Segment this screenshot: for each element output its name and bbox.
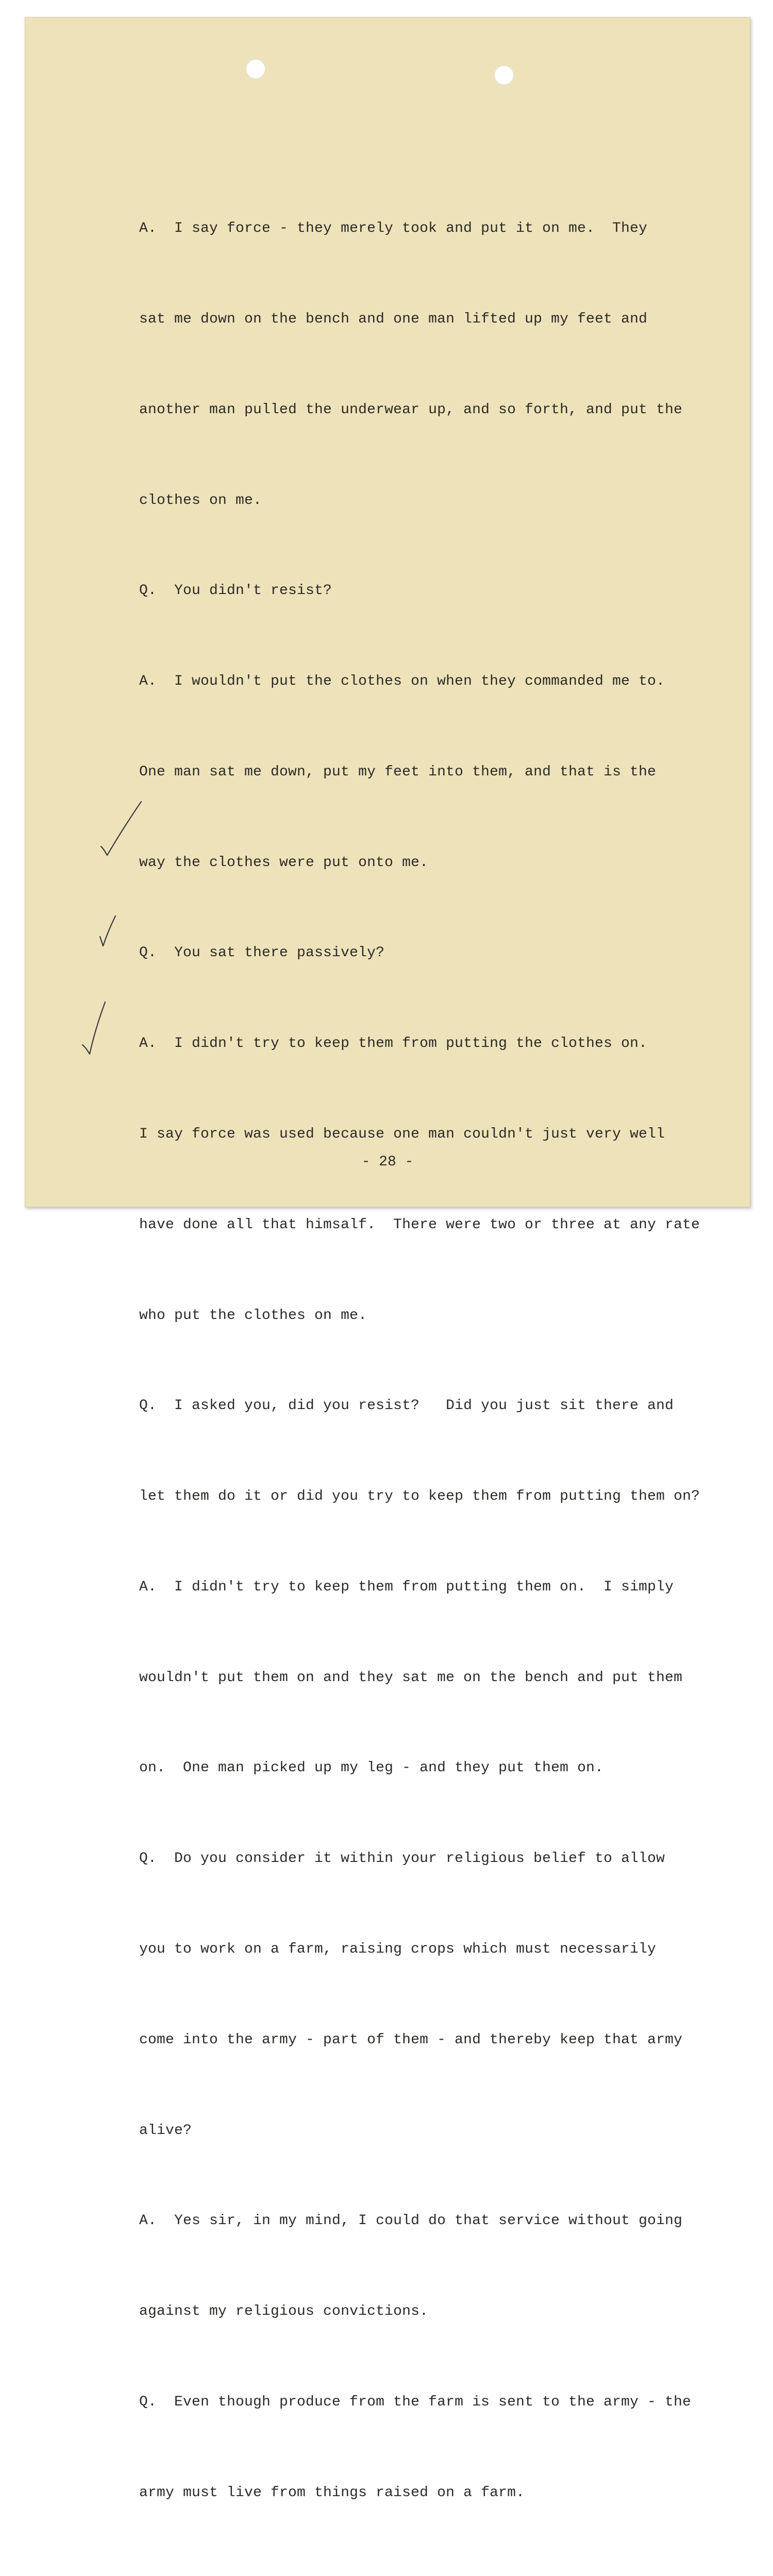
text-line: another man pulled the underwear up, and so forth, and put the: [139, 395, 747, 426]
text-line: A. I say force - they merely took and put it on me. They: [139, 214, 747, 244]
checkmark-icon: [99, 798, 145, 870]
text-line: [139, 2569, 747, 2576]
text-line: A. I didn't try to keep them from putting the clothes on.: [139, 1029, 747, 1059]
checkmark-icon: [80, 996, 127, 1068]
document-page: [25, 17, 750, 1207]
text-line: who put the clothes on me.: [139, 1301, 747, 1331]
text-line: have done all that himsalf. There were two or three at any rate: [139, 1210, 747, 1241]
text-line: I say force was used because one man couldn't just very well: [139, 1120, 747, 1150]
page-number: - 28 -: [25, 1154, 750, 1170]
text-line: sat me down on the bench and one man lifted up my feet and: [139, 304, 747, 335]
text-line: wouldn't put them on and they sat me on the bench and put them: [139, 1663, 747, 1693]
text-line: way the clothes were put onto me.: [139, 848, 747, 878]
checkmark-icon: [96, 906, 142, 978]
text-line: Q. Do you consider it within your religious belief to allow: [139, 1844, 747, 1874]
text-line: A. I wouldn't put the clothes on when they commanded me to.: [139, 667, 747, 697]
text-line: Q. You didn't resist?: [139, 576, 747, 606]
text-line: One man sat me down, put my feet into them, and that is the: [139, 757, 747, 788]
text-line: on. One man picked up my leg - and they put them on.: [139, 1753, 747, 1784]
text-line: alive?: [139, 2116, 747, 2146]
text-line: clothes on me.: [139, 486, 747, 516]
text-line: Q. You sat there passively?: [139, 938, 747, 969]
text-line: against my religious convictions.: [139, 2297, 747, 2327]
text-line: army must live from things raised on a farm.: [139, 2478, 747, 2509]
text-line: you to work on a farm, raising crops which must necessarily: [139, 1935, 747, 1965]
text-line: let them do it or did you try to keep them from putting them on?: [139, 1482, 747, 1512]
text-line: come into the army - part of them - and thereby keep that army: [139, 2025, 747, 2056]
text-line: Q. I asked you, did you resist? Did you just sit there and: [139, 1391, 747, 1421]
text-line: Q. Even though produce from the farm is sent to the army - the: [139, 2387, 747, 2418]
text-line: A. I didn't try to keep them from putting them on. I simply: [139, 1572, 747, 1603]
transcript-body: [139, 154, 747, 2576]
punch-hole: [246, 59, 265, 79]
text-line: A. Yes sir, in my mind, I could do that service without going: [139, 2206, 747, 2236]
punch-hole: [494, 65, 514, 85]
